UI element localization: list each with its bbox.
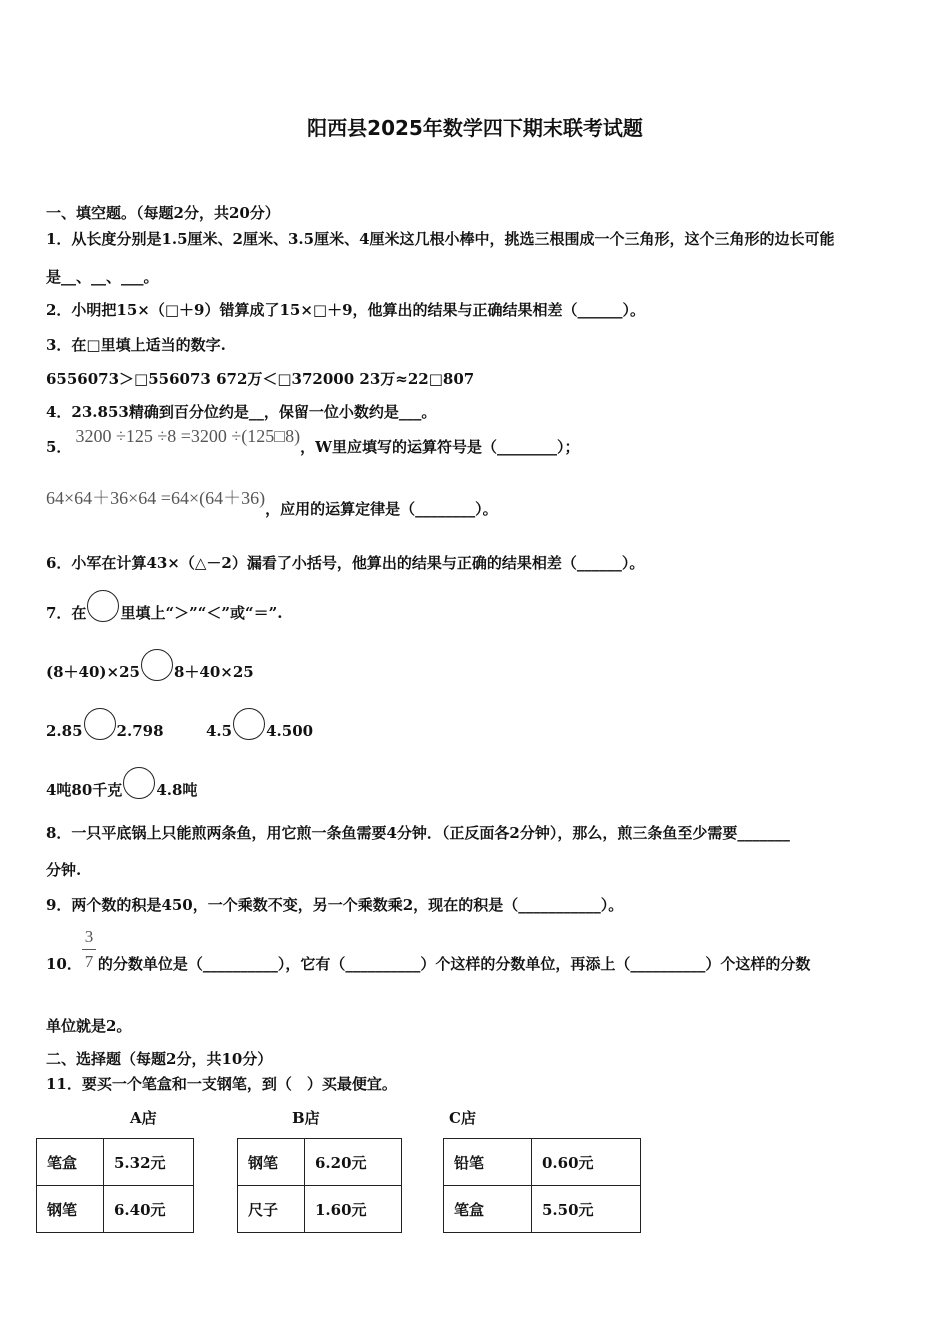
compare-circle-icon: [87, 590, 119, 622]
compare-circle-d[interactable]: [123, 767, 155, 799]
question-1-line-1: 1．从长度分别是1.5厘米、2厘米、3.5厘米、4厘米这几根小棒中，挑选三根围成一个三角形，这个三角形的边长可能: [46, 230, 835, 248]
question-4: 4．23.853精确到百分位约是__，保留一位小数约是___。: [46, 403, 437, 421]
question-10-line-2: 单位就是2。: [46, 1017, 132, 1035]
item-name: 铅笔: [444, 1139, 532, 1186]
question-5b-text: ，应用的运算定律是（________）。: [265, 500, 498, 518]
question-7: [46, 598, 282, 630]
table-row: [37, 1186, 194, 1233]
question-7-item-b: [46, 716, 313, 748]
question-7-post: 里填上“＞”“＜”或“＝”.: [120, 604, 283, 622]
question-7-item-d: [46, 775, 197, 807]
table-row: [238, 1139, 402, 1186]
question-10-text: 的分数单位是（__________），它有（__________）个这样的分数单位，再添上（__________）个这样的分数: [97, 955, 811, 973]
question-5b: [46, 488, 498, 520]
q7-a-left: (8＋40)×25: [46, 663, 140, 681]
question-9: 9．两个数的积是450，一个乘数不变，另一个乘数乘2，现在的积是（___________）。: [46, 896, 624, 914]
question-1-line-2: 是__、__、___。: [46, 268, 159, 286]
page-title: 阳西县2025年数学四下期末联考试题: [307, 116, 643, 140]
question-11: 11．要买一个笔盒和一支钢笔，到（ ）买最便宜。: [46, 1075, 397, 1093]
question-5: [46, 426, 580, 457]
section-1-heading: 一、填空题。（每题2分，共20分）: [46, 204, 280, 222]
item-price: 1.60元: [305, 1186, 402, 1233]
store-c-table: [443, 1138, 641, 1233]
store-c-label: C店: [449, 1109, 476, 1127]
q7-c-left: 4.5: [206, 722, 233, 740]
q7-b-right: 2.798: [116, 722, 164, 740]
question-7-item-a: [46, 657, 254, 689]
question-8-line-2: 分钟.: [46, 861, 82, 879]
question-5-expression: 3200 ÷125 ÷8 =3200 ÷(125□8): [75, 426, 301, 446]
item-price: 6.40元: [104, 1186, 194, 1233]
section-2-heading: 二、选择题（每题2分，共10分）: [46, 1050, 273, 1068]
compare-circle-a[interactable]: [141, 649, 173, 681]
store-b-label: B店: [292, 1109, 320, 1127]
question-5b-expression: 64×64＋36×64 =64×(64＋36): [46, 488, 266, 508]
fraction-numerator: 3: [84, 927, 94, 946]
item-name: 钢笔: [37, 1186, 104, 1233]
item-name: 尺子: [238, 1186, 305, 1233]
q7-b-left: 2.85: [46, 722, 83, 740]
question-10: [46, 953, 810, 974]
question-2: 2．小明把15×（□＋9）错算成了15×□＋9，他算出的结果与正确结果相差（______）。: [46, 301, 646, 319]
question-3-line-2: 6556073＞□556073 672万＜□372000 23万≈22□807: [46, 370, 475, 388]
question-3-line-1: 3．在□里填上适当的数字.: [46, 336, 226, 354]
item-name: 钢笔: [238, 1139, 305, 1186]
question-8-line-1: 8．一只平底锅上只能煎两条鱼，用它煎一条鱼需要4分钟．（正反面各2分钟），那么，煎三条鱼至少需要_______: [46, 824, 790, 842]
question-10-number: 10．: [46, 955, 82, 973]
item-price: 5.50元: [532, 1186, 641, 1233]
table-row: [444, 1139, 641, 1186]
q7-c-right: 4.500: [266, 722, 314, 740]
q7-a-right: 8＋40×25: [173, 663, 254, 681]
item-price: 0.60元: [532, 1139, 641, 1186]
question-5-text: ，W里应填写的运算符号是（________）；: [300, 438, 580, 456]
fraction-denominator: 7: [84, 952, 94, 971]
question-5-number: 5．: [46, 438, 72, 456]
store-a-label: A店: [130, 1109, 157, 1127]
table-row: [238, 1186, 402, 1233]
item-name: 笔盒: [37, 1139, 104, 1186]
compare-circle-b[interactable]: [84, 708, 116, 740]
item-price: 6.20元: [305, 1139, 402, 1186]
table-row: [37, 1139, 194, 1186]
item-name: 笔盒: [444, 1186, 532, 1233]
table-row: [444, 1186, 641, 1233]
item-price: 5.32元: [104, 1139, 194, 1186]
fraction-bar: [82, 949, 96, 950]
q7-d-right: 4.8吨: [156, 781, 198, 799]
store-a-table: [36, 1138, 194, 1233]
store-b-table: [237, 1138, 402, 1233]
compare-circle-c[interactable]: [233, 708, 265, 740]
question-6: 6．小军在计算43×（△－2）漏看了小括号，他算出的结果与正确的结果相差（______）。: [46, 554, 645, 572]
q7-d-left: 4吨80千克: [46, 781, 123, 799]
question-7-pre: 7．在: [46, 604, 87, 622]
